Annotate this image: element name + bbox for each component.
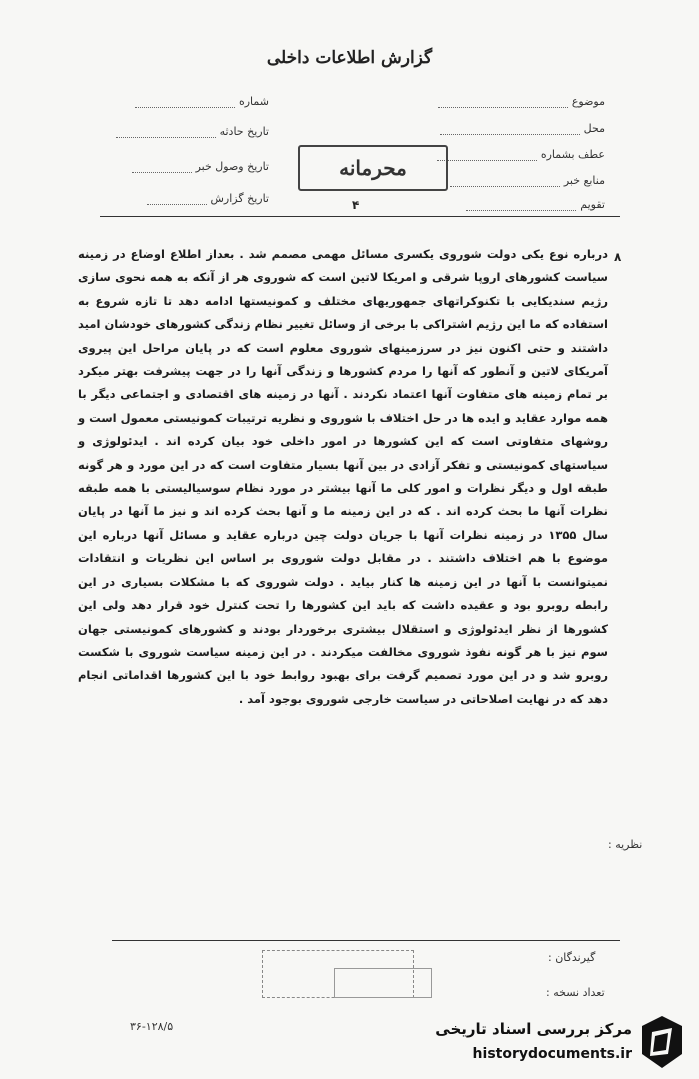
report-body: [78, 243, 608, 711]
archive-url: historydocuments.ir: [472, 1046, 632, 1062]
report-body-text: درباره نوع یکی دولت شوروی یکسری مسائل مهمی مصمم شد . بعداز اطلاع اوضاع در زمینه سیاست کشورهای اروپا شرقی و امریکا لاتین است که شوروی هر از آنکه به همه نحوی سازی رژیم سندیکایی با تکنوکراتهای جمهوریهای مختلف و کمونیستها ادامه دهد تا تازه شروع به استفاده که ما این رژیم اشتراکی با برخی از وسائل تغییر نظام زندگی کشورهای خودشان امید داشتند و حتی اکنون نیز در سرزمینهای شوروی معلوم است که در پایان مراحل این پیروی آمریکای لاتین و آنطور که آنها را مردم کشورها و زندگی آنها را در جهت پیشرفت بهتر میکرد بر تمام زمینه های متفاوت آنها اعتماد نکردند . آنها در زمینه های اقتصادی و اجتماعی دیگر با همه موارد عقاید و ایده ها در حل اختلاف با شوروی و نظریه ترتیبات کمونیستی معمول است و روشهای متفاوتی است که این کشورها در امور داخلی خود بیان کرده اند . ایدئولوژی و سیاستهای کمونیستی و تفکر آزادی در بین آنها بسیار متفاوت است که در این مورد و هر گونه طبقه اول و دیگر نظرات و امور کلی ما آنها بیشتر در مورد نظام سوسیالیستی با همه طبقه نظرات آنها ما بحث کرده اند . که در این زمینه ما و آنها بحث کرده اند و نیز ما آنها در پایان سال ۱۳۵۵ در زمینه نظرات آنها با جریان دولت چین درباره عقاید و مسائل آنها درباره این موضوع با هم اختلاف داشتند . در مقابل دولت شوروی بر اساس این نظریات و انتقادات نمیتوانست با آنها در این زمینه ها کنار بیاید . دولت شوروی که با مشکلات بسیاری در این رابطه روبرو بود و عقیده داشت که باید این کشورها را تحت کنترل خود قرار دهد ولی این کشورها از نظر ایدئولوژی و استقلال بیشتری برخوردار بودند و کشورهای کمونیستی جهان سوم نیز با هر گونه نفوذ شوروی مخالفت میکردند . در این زمینه سیاست شوروی با شکست روبرو شد و در این مورد تصمیم گرفت برای بهبود روابط خود با این کشورها اقداماتی انجام دهد که در نهایت اصلاحاتی در سیاست خارجی شوروی بوجود آمد .: [78, 247, 609, 706]
field-subject: [438, 95, 605, 108]
field-subject-label: موضوع: [571, 95, 605, 108]
receipt-stamp-inner: [334, 968, 432, 998]
header-divider: [100, 216, 620, 217]
field-calendar-label: تقویم: [580, 198, 605, 211]
field-report-date-label: تاریخ گزارش: [210, 192, 269, 205]
field-reference-label: عطف بشماره: [540, 148, 605, 161]
field-location-label: محل: [583, 122, 605, 135]
field-receipt-date-label: تاریخ وصول خبر: [195, 160, 269, 173]
field-calendar: [466, 198, 605, 211]
footer-divider: [112, 940, 620, 941]
side-note-opinion: نظریه :: [608, 838, 643, 851]
page-number: ۴: [352, 198, 360, 212]
item-number: ۸: [614, 250, 622, 264]
field-receipt-date: [132, 160, 269, 173]
field-source: [450, 174, 605, 187]
field-reference: [437, 148, 605, 161]
document-code: ۳۶-۱۲۸/۵: [130, 1020, 174, 1033]
field-number-label: شماره: [238, 95, 269, 108]
archive-logo: [420, 1012, 690, 1074]
confidential-stamp: محرمانه: [298, 145, 448, 191]
copies-label: تعداد نسخه :: [546, 986, 605, 999]
document-title: گزارش اطلاعات داخلی: [266, 48, 433, 68]
field-location: [440, 122, 605, 135]
archive-emblem-icon: [638, 1014, 686, 1070]
field-number: [135, 95, 269, 108]
archive-name: مرکز بررسی اسناد تاریخی: [435, 1020, 632, 1038]
field-report-date: [147, 192, 270, 205]
receivers-label: گیرندگان :: [548, 951, 596, 964]
field-incident-date: [116, 125, 269, 138]
field-incident-date-label: تاریخ حادثه: [219, 125, 269, 138]
field-source-label: منابع خبر: [563, 174, 605, 187]
